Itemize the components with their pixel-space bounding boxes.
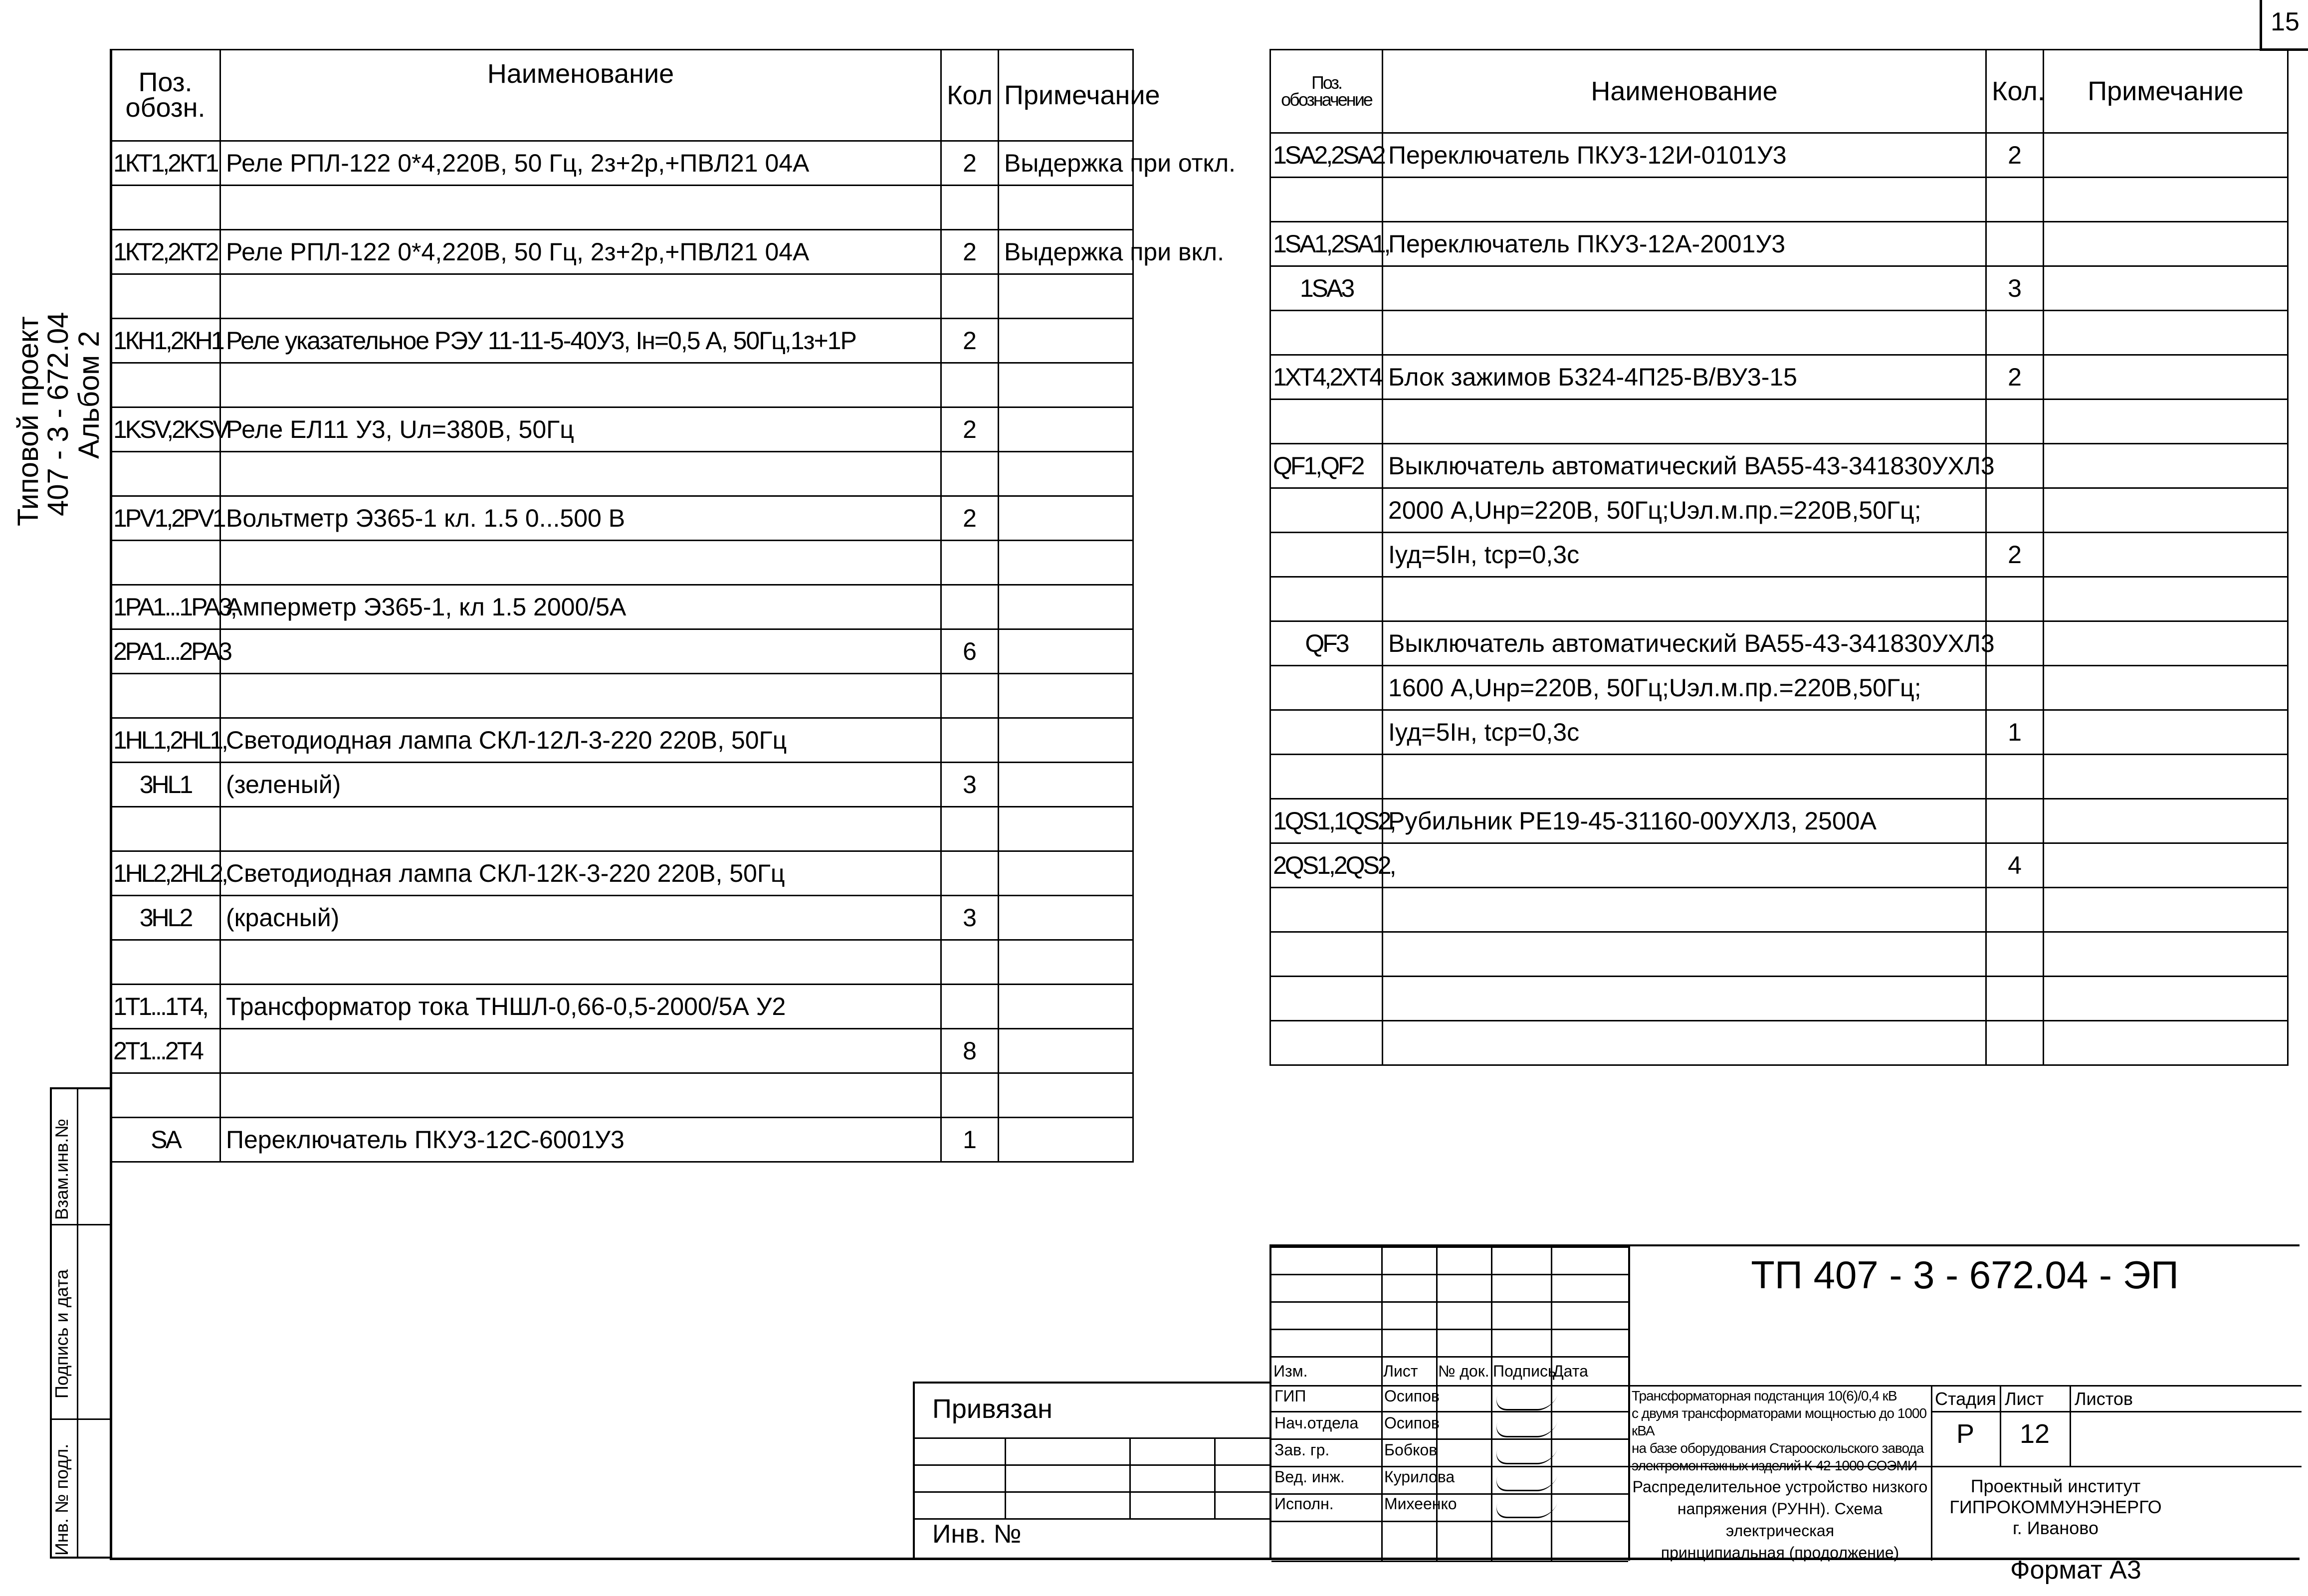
cell-pos: 1SA2,2SA2 bbox=[1270, 133, 1383, 178]
cell-qty bbox=[1986, 222, 2044, 266]
doc-code: ТП 407 - 3 - 672.04 - ЭП bbox=[1751, 1253, 2179, 1297]
cell-pos: 3HL1 bbox=[111, 763, 220, 807]
cell-note bbox=[2044, 932, 2288, 977]
person-name: Михеенко bbox=[1384, 1495, 1457, 1513]
cell-pos bbox=[1270, 577, 1383, 621]
cell-qty bbox=[1986, 977, 2044, 1021]
role-label: Исполн. bbox=[1274, 1495, 1334, 1513]
role-label: Нач.отдела bbox=[1274, 1414, 1359, 1432]
spec-row bbox=[1270, 488, 2288, 533]
cell-pos: 1КТ1,2КТ1 bbox=[111, 141, 220, 186]
spec-row bbox=[111, 496, 1133, 541]
spec-row bbox=[111, 940, 1133, 985]
cell-note: Выдержка при вкл. bbox=[999, 230, 1133, 274]
spec-row bbox=[1270, 444, 2288, 488]
cell-pos: 1SA1,2SA1, bbox=[1270, 222, 1383, 266]
cell-pos: 1T1...1T4, bbox=[111, 985, 220, 1029]
signature-mark bbox=[1492, 1389, 1560, 1410]
cell-qty: 2 bbox=[1986, 133, 2044, 178]
spec-header bbox=[111, 50, 1133, 141]
cell-note bbox=[999, 674, 1133, 718]
cell-qty bbox=[941, 851, 999, 896]
cell-note bbox=[2044, 710, 2288, 755]
cell-name: Iуд=5Iн, tср=0,3с bbox=[1383, 533, 1986, 577]
cell-pos: 2PA1...2PA3 bbox=[111, 629, 220, 674]
spec-row bbox=[111, 1029, 1133, 1073]
cell-pos: 1SA3 bbox=[1270, 266, 1383, 311]
spec-row bbox=[1270, 888, 2288, 932]
stage-value: Р bbox=[1956, 1419, 1975, 1449]
spec-row bbox=[111, 452, 1133, 496]
spec-row bbox=[111, 1118, 1133, 1162]
cell-note bbox=[999, 541, 1133, 585]
cell-name bbox=[1383, 755, 1986, 799]
cell-name: Реле РПЛ-122 0*4,220В, 50 Гц, 2з+2р,+ПВЛ21 04А bbox=[220, 230, 941, 274]
cell-qty: 2 bbox=[1986, 355, 2044, 399]
col-head-2: № док. bbox=[1438, 1362, 1489, 1380]
cell-note bbox=[999, 807, 1133, 851]
cell-name bbox=[220, 674, 941, 718]
cell-qty: 2 bbox=[941, 141, 999, 186]
cell-note bbox=[2044, 444, 2288, 488]
format-label: Формат А3 bbox=[2010, 1556, 2141, 1585]
cell-note bbox=[2044, 222, 2288, 266]
cell-qty bbox=[1986, 888, 2044, 932]
cell-qty bbox=[1986, 799, 2044, 843]
spec-row bbox=[1270, 621, 2288, 666]
spec-row bbox=[111, 629, 1133, 674]
cell-qty bbox=[941, 274, 999, 319]
cell-note bbox=[999, 585, 1133, 629]
cell-name bbox=[220, 541, 941, 585]
cell-pos: 1HL1,2HL1, bbox=[111, 718, 220, 763]
cell-name bbox=[1383, 1021, 1986, 1065]
spec-row bbox=[111, 541, 1133, 585]
cell-pos: 2T1...2T4 bbox=[111, 1029, 220, 1073]
cell-pos: 3HL2 bbox=[111, 896, 220, 940]
cell-pos bbox=[111, 452, 220, 496]
header-note: Примечание bbox=[999, 50, 1133, 141]
cell-pos bbox=[111, 940, 220, 985]
spec-row bbox=[111, 141, 1133, 186]
cell-pos: SA bbox=[111, 1118, 220, 1162]
signature-mark bbox=[1492, 1443, 1560, 1464]
cell-pos bbox=[1270, 666, 1383, 710]
cell-name bbox=[1383, 399, 1986, 444]
spec-row bbox=[111, 896, 1133, 940]
cell-name bbox=[1383, 977, 1986, 1021]
spec-row bbox=[111, 985, 1133, 1029]
cell-pos bbox=[1270, 977, 1383, 1021]
privyazan-label: Привязан bbox=[932, 1394, 1052, 1424]
header-qty: Кол. bbox=[1986, 50, 2044, 133]
spec-row bbox=[111, 363, 1133, 407]
cell-pos bbox=[1270, 311, 1383, 355]
spec-row bbox=[111, 274, 1133, 319]
cell-qty bbox=[941, 985, 999, 1029]
spec-row bbox=[1270, 133, 2288, 178]
cell-note bbox=[999, 319, 1133, 363]
cell-note bbox=[2044, 1021, 2288, 1065]
cell-note bbox=[999, 1118, 1133, 1162]
cell-note bbox=[2044, 843, 2288, 888]
cell-pos bbox=[1270, 488, 1383, 533]
cell-qty: 3 bbox=[1986, 266, 2044, 311]
cell-name: (зеленый) bbox=[220, 763, 941, 807]
cell-name bbox=[1383, 577, 1986, 621]
cell-pos bbox=[111, 1073, 220, 1118]
cell-note bbox=[999, 940, 1133, 985]
cell-pos bbox=[111, 807, 220, 851]
cell-pos bbox=[1270, 932, 1383, 977]
cell-note bbox=[2044, 178, 2288, 222]
cell-name bbox=[1383, 178, 1986, 222]
spec-row bbox=[1270, 178, 2288, 222]
spec-row bbox=[111, 407, 1133, 452]
cell-name: Переключатель ПКУ3-12С-6001У3 bbox=[220, 1118, 941, 1162]
cell-note bbox=[999, 985, 1133, 1029]
cell-name bbox=[220, 452, 941, 496]
cell-note bbox=[999, 629, 1133, 674]
project-label-line1: Типовой проект bbox=[12, 316, 44, 526]
cell-qty bbox=[1986, 399, 2044, 444]
sheet-value: 12 bbox=[2019, 1419, 2050, 1449]
cell-name bbox=[220, 186, 941, 230]
side-field-replace: Взам.инв.№ bbox=[51, 1118, 72, 1220]
inv-no-label: Инв. № bbox=[932, 1520, 1022, 1549]
cell-note bbox=[2044, 266, 2288, 311]
cell-pos: 1КТ2,2КТ2 bbox=[111, 230, 220, 274]
spec-row bbox=[1270, 932, 2288, 977]
cell-qty: 2 bbox=[1986, 533, 2044, 577]
cell-qty: 3 bbox=[941, 896, 999, 940]
cell-name: (красный) bbox=[220, 896, 941, 940]
cell-name: Реле указательное РЭУ 11-11-5-40У3, Iн=0,5 А, 50Гц,1з+1Р bbox=[220, 319, 941, 363]
sheet-title: Распределительное устройство низкого напряжения (РУНН). Схема электрическая принципиальная (продолжение) bbox=[1632, 1478, 1928, 1562]
cell-qty bbox=[941, 452, 999, 496]
cell-name bbox=[220, 1029, 941, 1073]
cell-qty bbox=[1986, 444, 2044, 488]
spec-row bbox=[1270, 266, 2288, 311]
spec-row bbox=[1270, 843, 2288, 888]
spec-row bbox=[1270, 355, 2288, 399]
cell-pos bbox=[111, 541, 220, 585]
cell-pos: QF1,QF2 bbox=[1270, 444, 1383, 488]
spec-row bbox=[1270, 666, 2288, 710]
cell-qty: 8 bbox=[941, 1029, 999, 1073]
cell-name bbox=[220, 1073, 941, 1118]
cell-note bbox=[999, 1073, 1133, 1118]
cell-qty bbox=[1986, 932, 2044, 977]
cell-qty: 4 bbox=[1986, 843, 2044, 888]
side-field-inventory: Инв. № подл. bbox=[51, 1443, 72, 1556]
cell-pos: 1PA1...1PA3, bbox=[111, 585, 220, 629]
header-pos: Поз. обозначение bbox=[1270, 50, 1383, 133]
spec-row bbox=[1270, 533, 2288, 577]
spec-row bbox=[111, 585, 1133, 629]
cell-qty bbox=[941, 186, 999, 230]
cell-note: Выдержка при откл. bbox=[999, 141, 1133, 186]
cell-qty bbox=[1986, 621, 2044, 666]
cell-qty bbox=[941, 807, 999, 851]
header-pos: Поз. обозн. bbox=[111, 50, 220, 141]
spec-row bbox=[1270, 399, 2288, 444]
cell-pos: 1XT4,2XT4 bbox=[1270, 355, 1383, 399]
cell-name: Блок зажимов Б324-4П25-В/ВУ3-15 bbox=[1383, 355, 1986, 399]
cell-qty: 2 bbox=[941, 230, 999, 274]
cell-name bbox=[1383, 932, 1986, 977]
cell-pos bbox=[111, 674, 220, 718]
header-qty: Кол bbox=[941, 50, 999, 141]
cell-qty bbox=[941, 363, 999, 407]
cell-pos bbox=[1270, 399, 1383, 444]
cell-note bbox=[999, 496, 1133, 541]
signature-mark bbox=[1492, 1497, 1560, 1518]
cell-note bbox=[999, 452, 1133, 496]
cell-note bbox=[2044, 755, 2288, 799]
header-note: Примечание bbox=[2044, 50, 2288, 133]
cell-qty bbox=[1986, 577, 2044, 621]
person-name: Курилова bbox=[1384, 1468, 1455, 1486]
cell-qty bbox=[1986, 1021, 2044, 1065]
cell-qty: 2 bbox=[941, 496, 999, 541]
spec-row bbox=[111, 763, 1133, 807]
spec-row bbox=[1270, 755, 2288, 799]
cell-note bbox=[999, 718, 1133, 763]
col-head-4: Дата bbox=[1553, 1362, 1588, 1380]
privyazan-block bbox=[913, 1382, 1269, 1559]
cell-qty bbox=[1986, 488, 2044, 533]
cell-qty bbox=[941, 718, 999, 763]
cell-note bbox=[2044, 311, 2288, 355]
col-head-1: Лист bbox=[1383, 1362, 1418, 1380]
cell-qty: 2 bbox=[941, 319, 999, 363]
cell-note bbox=[2044, 488, 2288, 533]
organization: Проектный институт ГИПРОКОММУНЭНЕРГО г. Иваново bbox=[1949, 1476, 2162, 1538]
cell-pos bbox=[1270, 1021, 1383, 1065]
cell-name bbox=[1383, 266, 1986, 311]
col-head-0: Изм. bbox=[1273, 1362, 1308, 1380]
side-field-signature: Подпись и дата bbox=[51, 1269, 72, 1398]
sheets-label: Листов bbox=[2075, 1389, 2133, 1409]
cell-name: 1600 А,Uнр=220В, 50Гц;Uэл.м.пр.=220В,50Гц; bbox=[1383, 666, 1986, 710]
cell-name: Светодиодная лампа СКЛ-12К-3-220 220В, 50Гц bbox=[220, 851, 941, 896]
cell-qty bbox=[1986, 311, 2044, 355]
cell-name bbox=[220, 940, 941, 985]
spec-row bbox=[1270, 710, 2288, 755]
signature-mark bbox=[1492, 1416, 1560, 1437]
person-name: Осипов bbox=[1384, 1387, 1440, 1405]
col-head-3: Подпись bbox=[1493, 1362, 1556, 1380]
cell-pos bbox=[111, 274, 220, 319]
page-number-box bbox=[2260, 0, 2308, 51]
page-number: 15 bbox=[2271, 7, 2300, 36]
cell-name bbox=[1383, 888, 1986, 932]
sheet-label: Лист bbox=[2005, 1389, 2044, 1409]
cell-qty: 3 bbox=[941, 763, 999, 807]
cell-pos: 1KSV,2KSV bbox=[111, 407, 220, 452]
cell-qty: 1 bbox=[1986, 710, 2044, 755]
spec-row bbox=[1270, 799, 2288, 843]
spec-row bbox=[1270, 577, 2288, 621]
spec-table-left bbox=[110, 49, 1236, 1163]
cell-note bbox=[999, 1029, 1133, 1073]
spec-row bbox=[1270, 1021, 2288, 1065]
cell-note bbox=[2044, 621, 2288, 666]
cell-note bbox=[999, 186, 1133, 230]
cell-pos bbox=[1270, 178, 1383, 222]
cell-pos bbox=[111, 363, 220, 407]
cell-note bbox=[999, 407, 1133, 452]
cell-pos: QF3 bbox=[1270, 621, 1383, 666]
spec-header bbox=[1270, 50, 2288, 133]
cell-name bbox=[1383, 311, 1986, 355]
cell-name bbox=[220, 274, 941, 319]
cell-name bbox=[220, 807, 941, 851]
cell-pos bbox=[111, 186, 220, 230]
spec-row bbox=[111, 319, 1133, 363]
cell-name: Вольтметр Э365-1 кл. 1.5 0...500 В bbox=[220, 496, 941, 541]
cell-note bbox=[2044, 977, 2288, 1021]
cell-name: Реле ЕЛ11 У3, Uл=380В, 50Гц bbox=[220, 407, 941, 452]
cell-pos: 2QS1,2QS2, bbox=[1270, 843, 1383, 888]
spec-row bbox=[1270, 222, 2288, 266]
object-title: Трансформаторная подстанция 10(6)/0,4 кВ с двумя трансформаторами мощностью до 1000 кВА на базе оборудования Старооскольского завода электромонтажных изделий К-42-1000 СОЭМИ bbox=[1632, 1388, 1927, 1473]
project-label-line3: Альбом 2 bbox=[73, 331, 105, 459]
cell-qty: 2 bbox=[941, 407, 999, 452]
cell-name: Рубильник РЕ19-45-31160-00УХЛ3, 2500А bbox=[1383, 799, 1986, 843]
spec-row bbox=[111, 1073, 1133, 1118]
signature-mark bbox=[1492, 1470, 1560, 1491]
cell-pos bbox=[1270, 710, 1383, 755]
person-name: Бобков bbox=[1384, 1441, 1438, 1459]
cell-name: 2000 А,Uнр=220В, 50Гц;Uэл.м.пр.=220В,50Гц; bbox=[1383, 488, 1986, 533]
cell-note bbox=[2044, 355, 2288, 399]
project-label-line2: 407 - 3 - 672.04 bbox=[42, 312, 74, 516]
cell-note bbox=[2044, 399, 2288, 444]
spec-row bbox=[111, 230, 1133, 274]
cell-pos: 1КН1,2КН1 bbox=[111, 319, 220, 363]
cell-qty bbox=[941, 1073, 999, 1118]
cell-note bbox=[2044, 577, 2288, 621]
role-label: ГИП bbox=[1274, 1387, 1306, 1405]
cell-name bbox=[220, 363, 941, 407]
role-label: Вед. инж. bbox=[1274, 1468, 1345, 1486]
role-label: Зав. гр. bbox=[1274, 1441, 1330, 1459]
cell-note bbox=[2044, 133, 2288, 178]
cell-qty: 6 bbox=[941, 629, 999, 674]
cell-name: Выключатель автоматический ВА55-43-341830УХЛ3 bbox=[1383, 444, 1986, 488]
cell-note bbox=[999, 763, 1133, 807]
cell-name: Трансформатор тока ТНШЛ-0,66-0,5-2000/5А У2 bbox=[220, 985, 941, 1029]
cell-name: Переключатель ПКУ3-12А-2001У3 bbox=[1383, 222, 1986, 266]
cell-qty bbox=[1986, 178, 2044, 222]
stage-label: Стадия bbox=[1935, 1389, 1996, 1409]
cell-note bbox=[2044, 533, 2288, 577]
header-name: Наименование bbox=[1383, 50, 1986, 133]
person-name: Осипов bbox=[1384, 1414, 1440, 1432]
cell-qty bbox=[941, 674, 999, 718]
cell-note bbox=[2044, 666, 2288, 710]
cell-qty bbox=[1986, 755, 2044, 799]
cell-qty bbox=[1986, 666, 2044, 710]
cell-name: Амперметр Э365-1, кл 1.5 2000/5А bbox=[220, 585, 941, 629]
title-block bbox=[1269, 1244, 2300, 1562]
cell-note bbox=[999, 363, 1133, 407]
spec-table-right bbox=[1269, 49, 2289, 1066]
cell-note bbox=[999, 851, 1133, 896]
cell-pos: 1PV1,2PV1 bbox=[111, 496, 220, 541]
cell-note bbox=[999, 896, 1133, 940]
cell-name bbox=[220, 629, 941, 674]
cell-note bbox=[2044, 799, 2288, 843]
spec-row bbox=[1270, 311, 2288, 355]
cell-qty bbox=[941, 585, 999, 629]
cell-name: Светодиодная лампа СКЛ-12Л-3-220 220В, 50Гц bbox=[220, 718, 941, 763]
cell-pos: 1QS1,1QS2, bbox=[1270, 799, 1383, 843]
spec-row bbox=[111, 674, 1133, 718]
spec-row bbox=[111, 851, 1133, 896]
cell-pos bbox=[1270, 533, 1383, 577]
spec-row bbox=[111, 807, 1133, 851]
cell-name: Выключатель автоматический ВА55-43-341830УХЛ3 bbox=[1383, 621, 1986, 666]
cell-name bbox=[1383, 843, 1986, 888]
cell-pos: 1HL2,2HL2, bbox=[111, 851, 220, 896]
spec-row bbox=[111, 186, 1133, 230]
header-name: Наименование bbox=[220, 50, 941, 141]
cell-qty: 1 bbox=[941, 1118, 999, 1162]
cell-name: Iуд=5Iн, tср=0,3с bbox=[1383, 710, 1986, 755]
side-stamp bbox=[50, 1087, 112, 1559]
cell-pos bbox=[1270, 888, 1383, 932]
cell-note bbox=[2044, 888, 2288, 932]
cell-pos bbox=[1270, 755, 1383, 799]
spec-row bbox=[111, 718, 1133, 763]
cell-qty bbox=[941, 541, 999, 585]
spec-row bbox=[1270, 977, 2288, 1021]
cell-name: Переключатель ПКУ3-12И-0101У3 bbox=[1383, 133, 1986, 178]
cell-name: Реле РПЛ-122 0*4,220В, 50 Гц, 2з+2р,+ПВЛ21 04А bbox=[220, 141, 941, 186]
cell-note bbox=[999, 274, 1133, 319]
cell-qty bbox=[941, 940, 999, 985]
